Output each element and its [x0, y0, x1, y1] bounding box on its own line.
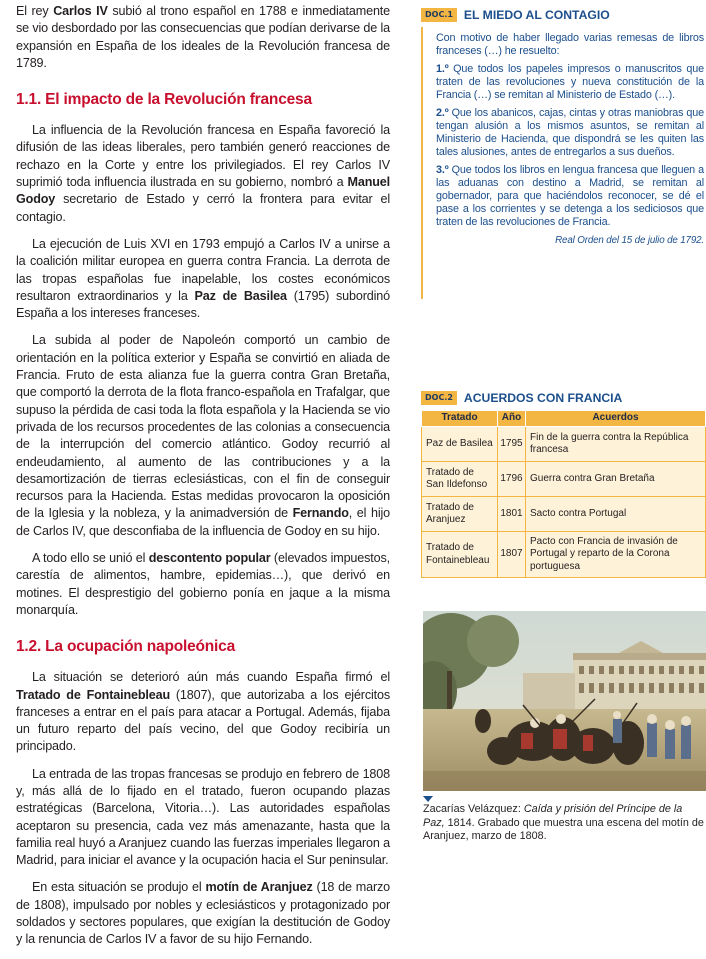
doc-1-item-3: 3.º Que todos los libros en lengua francesa que lleguen a las aduanas con destino a Madrid, se remitan al gobernador, para que haciéndolos reconocer, se dé el pase a los corrientes y se detenga a los sediciosos que traten de las revoluciones de Francia. — [436, 164, 704, 228]
doc-1-item-1: 1.º Que todos los papeles impresos o manuscritos que traten de las revoluciones y nueva constitución de la Francia (…) se remitan al Ministerio de Estado (…). — [436, 63, 704, 101]
section-1-paragraph-3: La subida al poder de Napoleón comportó un cambio de orientación en la política exterior y España se convirtió en aliada de Francia. Fruto de esta alianza fue la guerra contra Gran Bretaña, que comportó la derrota de la flota franco-española en Trafalgar, que supuso la pérdida de casi toda la flota española y la Hacienda se vio privada de los recursos procedentes de las colonias a consecuencia de la interrupción del comercio atlántico. Godoy recurrió al endeudamiento, al aumento de las contribuciones y a la desamortización de tierras eclesiásticas, con el fin de conseguir recursos para la Hacienda. Estas medidas provocaron la oposición de la Iglesia y la nobleza, y la animadversión de Fernando, el hijo de Carlos IV, que desconfiaba de la influencia de Godoy en su hijo. — [16, 333, 390, 538]
table-cell: Tratado de Aranjuez — [422, 497, 498, 532]
section-2-paragraph-3: En esta situación se produjo el motín de Aranjuez (18 de marzo de 1808), impulsado por nobles y eclesiásticos y protagonizado por soldados y sectores populares, que exigían la destitución de Godoy y la renuncia de Carlos IV a favor de su hijo Fernando. — [16, 880, 391, 947]
table-row — [422, 462, 706, 497]
table-cell: Fin de la guerra contra la República francesa — [526, 427, 706, 462]
doc-1-intro: Con motivo de haber llegado varias remesas de libros franceses (…) he resuelto: — [436, 32, 704, 57]
doc-1-tag: DOC.1 — [421, 8, 457, 22]
doc-1-source: Real Orden del 15 de julio de 1792. — [555, 235, 704, 246]
table-cell: Sacto contra Portugal — [526, 497, 706, 532]
section-1-heading: 1.1. El impacto de la Revolución francesa — [16, 91, 312, 109]
table-header-row — [422, 411, 706, 427]
doc-1-box — [421, 6, 706, 302]
section-2-heading: 1.2. La ocupación napoleónica — [16, 638, 236, 656]
table-cell: 1801 — [498, 497, 526, 532]
doc-1-title: EL MIEDO AL CONTAGIO — [463, 7, 610, 22]
caption-marker-icon — [423, 796, 433, 802]
doc-1-body — [436, 32, 704, 247]
doc-1-item-2: 2.º Que los abanicos, cajas, cintas y otras maniobras que tengan alusión a los mismos asuntos, se remitan al Ministerio de Hacienda, que dispondrá se les quiten las tales alusiones, antes de entregarlos a sus dueños. — [436, 107, 704, 158]
table-cell: 1796 — [498, 462, 526, 497]
table-cell: Tratado de Fontainebleau — [422, 532, 498, 578]
treaties-table — [421, 410, 706, 578]
doc-1-side-rule — [421, 27, 423, 299]
intro-paragraph: El rey Carlos IV subió al trono español en 1788 e inmediatamente se vio desbordado por las consecuencias que podían derivarse de la expansión en España de los ideales de la Revolución francesa de 1789. — [16, 4, 390, 70]
column-header: Acuerdos — [526, 411, 706, 427]
doc-2-tag: DOC.2 — [421, 391, 457, 405]
section-2-paragraph-1: La situación se deterioró aún más cuando España firmó el Tratado de Fontainebleau (1807), que autorizaba a los ejércitos franceses a entrar en el país para atacar a Portugal. Además, fijaba un futuro reparto del país vecino, del que Godoy recibiría un principado. — [16, 670, 390, 754]
table-cell: Guerra contra Gran Bretaña — [526, 462, 706, 497]
engraving-image — [423, 611, 706, 791]
motin-de-aranjuez-engraving — [423, 611, 706, 791]
caption-work-title: Caída y prisión del Príncipe de la Paz, — [423, 803, 683, 829]
image-caption — [423, 796, 706, 844]
section-1-paragraph-2: La ejecución de Luis XVI en 1793 empujó a Carlos IV a unirse a la coalición militar europea en guerra contra Francia. La derrota de las tropas españolas fue inapelable, los costes económicos resultaron extraordinarios y la Paz de Basilea (1795) subordinó España a los intereses franceses. — [16, 236, 390, 321]
table-cell: 1795 — [498, 427, 526, 462]
caption-text: 1814. Grabado que muestra una escena del motín de Aranjuez, marzo de 1808. — [423, 816, 704, 842]
section-1-paragraph-1: La influencia de la Revolución francesa en España favoreció la difusión de las ideas liberales, pero también generó reacciones de rechazo en la Corte y entre los privilegiados. El rey Carlos IV suprimió toda influencia ilustrada en su gobierno, nombró a Manuel Godoy secretario de Estado y cerró la frontera para evitar el contagio. — [16, 123, 390, 224]
table-row — [422, 532, 706, 578]
column-header: Año — [498, 411, 526, 427]
main-text-column — [16, 3, 390, 959]
doc-2-title: ACUERDOS CON FRANCIA — [463, 390, 623, 405]
table-cell: Tratado de San Ildefonso — [422, 462, 498, 497]
section-2-paragraph-2: La entrada de las tropas francesas se produjo en febrero de 1808 y, más allá de lo fijado en el tratado, fueron ocupando plazas estratégicas (Barcelona, Vitoria…). Las autoridades españolas aceptaron su presencia, cada vez más amenazante, hasta que la familia real huyó a Aranjuez cuando las fuerzas imperiales llegaron a Madrid, para iniciar el avance y la ocupación hacia el Sur peninsular. — [16, 766, 390, 868]
doc-1-header — [421, 6, 706, 23]
doc-2-header — [421, 389, 706, 406]
table-row — [422, 497, 706, 532]
table-cell: Paz de Basilea — [422, 427, 498, 462]
doc-2-box — [421, 389, 706, 578]
table-row — [422, 427, 706, 462]
section-1-paragraph-4: A todo ello se unió el descontento popular (elevados impuestos, carestía de alimentos, hambre, epidemias…), que derivó en motines. El desprestigio del gobierno ponía en jaque a la misma monarquía. — [16, 551, 390, 617]
caption-author: Zacarías Velázquez: — [423, 803, 521, 815]
table-cell: 1807 — [498, 532, 526, 578]
table-cell: Pacto con Francia de invasión de Portugal y reparto de la Corona portuguesa — [526, 532, 706, 578]
column-header: Tratado — [422, 411, 498, 427]
